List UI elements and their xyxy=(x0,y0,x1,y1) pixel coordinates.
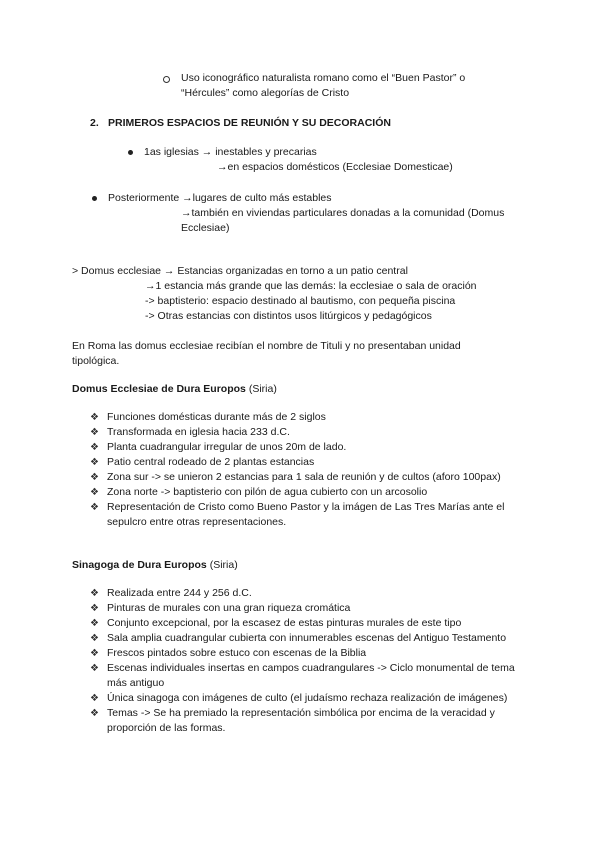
diamond-bullet-icon: ❖ xyxy=(90,487,99,498)
list-item-text: Transformada en iglesia hacia 233 d.C. xyxy=(107,426,290,438)
list-item xyxy=(90,440,530,455)
diamond-bullet-icon: ❖ xyxy=(90,648,99,659)
list-item-text: Escenas individuales insertas en campos cuadrangulares -> Ciclo monumental de tema más antiguo xyxy=(107,662,515,689)
sinagoga-title: Sinagoga de Dura Europos xyxy=(72,559,207,571)
diamond-bullet-icon: ❖ xyxy=(90,633,99,644)
diamond-bullet-icon: ❖ xyxy=(90,708,99,719)
sinagoga-heading xyxy=(72,558,238,573)
diamond-bullet-icon: ❖ xyxy=(90,618,99,629)
list-item xyxy=(90,500,530,530)
roma-line-2: tipológica. xyxy=(72,355,120,367)
dura-domus-list xyxy=(90,410,530,530)
later-line-3: Ecclesiae) xyxy=(181,222,230,234)
diamond-bullet-icon: ❖ xyxy=(90,427,99,438)
sinagoga-list xyxy=(90,586,530,736)
list-item xyxy=(90,631,530,646)
list-item xyxy=(90,601,530,616)
iconographic-line-2: “Hércules” como alegorías de Cristo xyxy=(181,87,350,99)
domus-line-1: > Domus ecclesiae → Estancias organizadas en torno a un patio central xyxy=(72,265,408,277)
dura-domus-heading xyxy=(72,382,277,397)
dot-bullet-icon xyxy=(128,150,133,155)
section-number: 2. xyxy=(90,117,99,129)
list-item-text: Patio central rodeado de 2 plantas estancias xyxy=(107,456,315,468)
list-item-text: Única sinagoga con imágenes de culto (el judaísmo rechaza realización de imágenes) xyxy=(107,692,508,704)
iconographic-line-1: Uso iconográfico naturalista romano como el “Buen Pastor” o xyxy=(181,72,466,84)
list-item-text: Planta cuadrangular irregular de unos 20m de lado. xyxy=(107,441,347,453)
dura-domus-title: Domus Ecclesiae de Dura Europos xyxy=(72,383,246,395)
list-item-text: Zona norte -> baptisterio con pilón de agua cubierto con un arcosolio xyxy=(107,486,428,498)
diamond-bullet-icon: ❖ xyxy=(90,663,99,674)
list-item xyxy=(90,691,530,706)
list-item xyxy=(90,410,530,425)
list-item-text: Sala amplia cuadrangular cubierta con innumerables escenas del Antiguo Testamento xyxy=(107,632,507,644)
diamond-bullet-icon: ❖ xyxy=(90,442,99,453)
domus-line-4: -> Otras estancias con distintos usos litúrgicos y pedagógicos xyxy=(145,310,432,322)
first-churches-line-2: →en espacios domésticos (Ecclesiae Domesticae) xyxy=(217,161,453,173)
list-item xyxy=(90,455,530,470)
roma-line-1: En Roma las domus ecclesiae recibían el nombre de Tituli y no presentaban unidad xyxy=(72,340,461,352)
domus-line-3: -> baptisterio: espacio destinado al bautismo, con pequeña piscina xyxy=(145,295,456,307)
list-item xyxy=(90,616,530,631)
list-item xyxy=(90,586,530,601)
list-item-text: Pinturas de murales con una gran riqueza cromática xyxy=(107,602,351,614)
list-item-text: Representación de Cristo como Bueno Pastor y la imágen de Las Tres Marías ante el sepulcro entre otras representaciones. xyxy=(107,501,505,528)
diamond-bullet-icon: ❖ xyxy=(90,502,99,513)
section-title: PRIMEROS ESPACIOS DE REUNIÓN Y SU DECORACIÓN xyxy=(108,117,391,129)
diamond-bullet-icon: ❖ xyxy=(90,472,99,483)
diamond-bullet-icon: ❖ xyxy=(90,693,99,704)
domus-line-2: →1 estancia más grande que las demás: la ecclesiae o sala de oración xyxy=(145,280,477,292)
diamond-bullet-icon: ❖ xyxy=(90,412,99,423)
circle-bullet-icon xyxy=(163,76,170,83)
list-item-text: Realizada entre 244 y 256 d.C. xyxy=(107,587,252,599)
later-line-1: Posteriormente →lugares de culto más estables xyxy=(108,192,332,204)
list-item-text: Funciones domésticas durante más de 2 siglos xyxy=(107,411,326,423)
dura-domus-region: (Siria) xyxy=(245,383,277,395)
first-churches-line-1: 1as iglesias → inestables y precarias xyxy=(144,146,317,158)
dot-bullet-icon xyxy=(92,196,97,201)
list-item xyxy=(90,661,530,691)
list-item-text: Zona sur -> se unieron 2 estancias para 1 sala de reunión y de cultos (aforo 100pax) xyxy=(107,471,501,483)
list-item xyxy=(90,485,530,500)
list-item xyxy=(90,646,530,661)
list-item xyxy=(90,706,530,736)
list-item-text: Temas -> Se ha premiado la representación simbólica por encima de la veracidad y proporción de las formas. xyxy=(107,707,495,734)
list-item xyxy=(90,425,530,440)
list-item xyxy=(90,470,530,485)
diamond-bullet-icon: ❖ xyxy=(90,603,99,614)
diamond-bullet-icon: ❖ xyxy=(90,588,99,599)
sinagoga-region: (Siria) xyxy=(206,559,238,571)
diamond-bullet-icon: ❖ xyxy=(90,457,99,468)
list-item-text: Frescos pintados sobre estuco con escenas de la Biblia xyxy=(107,647,367,659)
later-line-2: →también en viviendas particulares donadas a la comunidad (Domus xyxy=(181,207,505,219)
list-item-text: Conjunto excepcional, por la escasez de estas pinturas murales de este tipo xyxy=(107,617,462,629)
